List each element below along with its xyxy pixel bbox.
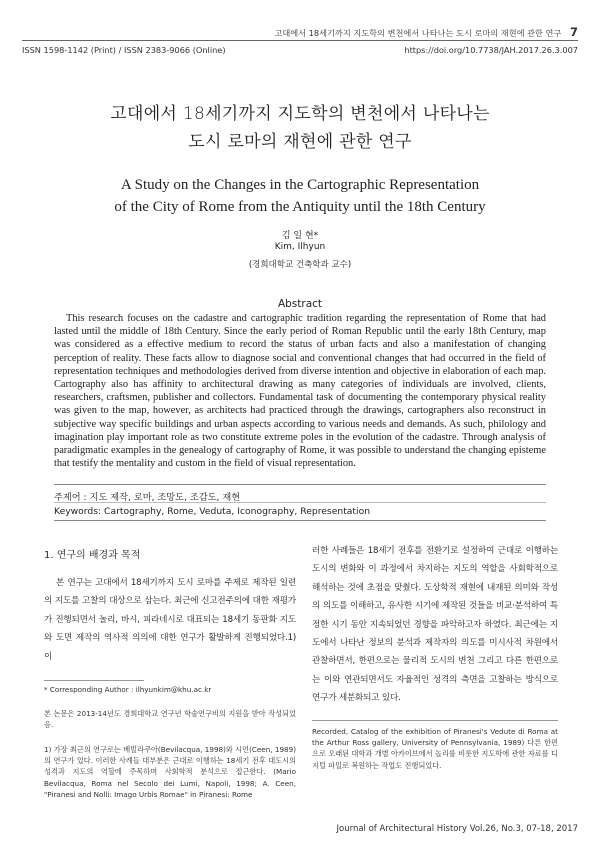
body-right-paragraph: 러한 사례들은 18세기 전후를 전환기로 설정하여 근대로 이행하는 도시의 변화와 이 과정에서 차지하는 지도의 역할을 사회학적으로 해석하는 것에 초점을 맞췄다. 도상학적 재현에 내재된 의미와 작성의 의도를 이해하고, 유사한 시기에 제작된 것들을 비교·분석하여 특정한 시기 동안 지속되었던 경향을 파악하고자 하였다. 최근에는 지도에서 나타난 정보의 분석과 제작자의 의도를 미시사적 차원에서 관찰하면서, 한편으로는 물리적 도시의 변천 그리고 다른 한편으로는 이와 연관되면서도 자율적인 성격의 측면을 고찰하는 방식으로 연구가 세분화되고 있다. <box>312 546 558 704</box>
footnote-1-continued: Recorded, Catalog of the exhibition of Piranesi's Vedute di Roma at the Arthur Ross gallery, University of Pennsylvania, 1989) 다른 한편으로 오래된 대학과 개별 아카이브에서 놀리를 비롯한 지도학에 관한 자료를 디지털 파일로 복원하는 작업도 진행되었다. <box>312 727 558 770</box>
english-title-line1: A Study on the Changes in the Cartographic Representation <box>120 177 480 193</box>
keywords-korean <box>54 489 240 503</box>
running-title: 고대에서 18세기까지 지도학의 변천에서 나타나는 도시 로마의 재현에 관한 연구 <box>274 28 562 38</box>
page-number: 7 <box>569 25 578 39</box>
doi-link[interactable]: https://doi.org/10.7738/JAH.2017.26.3.007 <box>404 45 578 55</box>
keywords-korean-label: 주제어 : <box>54 492 87 503</box>
journal-footer: Journal of Architectural History Vol.26, No.3, 07-18, 2017 <box>336 824 578 834</box>
keywords-bottom-rule <box>54 520 546 521</box>
english-title-line2: of the City of Rome from the Antiquity until the 18th Century <box>114 199 486 215</box>
author-affiliation: (경희대학교 건축학과 교수) <box>248 260 352 270</box>
body-left-paragraph: 본 연구는 고대에서 18세기까지 도시 로마를 주제로 제작된 일련의 지도를 고찰의 대상으로 삼는다. 최근에 신고전주의에 대한 재평가가 진행되면서 놀리, 바시, 피라네시로 대표되는 18세기 동판화 지도와 도면 제작의 역사적 의의에 대한 연구가 활발하게 진행되었다.1) 이 <box>44 578 296 662</box>
keywords-top-rule <box>54 484 546 485</box>
keywords-english <box>54 506 370 517</box>
korean-title-line1: 고대에서 18세기까지 지도학의 변천에서 나타나는 <box>110 104 490 124</box>
korean-title <box>0 100 600 156</box>
footnote-rule <box>44 680 144 681</box>
keywords-korean-terms: 지도 제작, 로마, 조망도, 조감도, 재현 <box>89 492 241 503</box>
section-title: 1. 연구의 배경과 목적 <box>44 550 141 561</box>
keywords-english-label: Keywords: <box>54 506 102 517</box>
footnote-1: 1) 가장 최근의 연구로는 베빌라쿠아(Bevilacqua, 1998)와 시언(Ceen, 1989)의 연구가 있다. 이러한 사례들 대부분은 근대로 이행하는 18세기 전후 대도시의 성격과 지도의 역할에 주목하며 사회학적 분석으로 접근한다. (Mario Bevilacqua, Roma nel Secolo dei Lumi, Napoli, 1998; A. Ceen, "Piranesi and Nolli: Imago Urbis Romae" in Piranesi: Rome <box>44 745 296 799</box>
corresponding-author-note: * Corresponding Author : ilhyunkim@khu.ac.kr <box>44 685 212 694</box>
author-name-ko: 김 일 현* <box>281 231 319 241</box>
abstract-text: This research focuses on the cadastre and cartographic tradition regarding the representation of Rome that had lasted until the middle of 18th Century. Since the early period of Roman Republic until the early 18th Century, map was considered as a effective medium to record the status of urban facts and also a manifestation of changing perception of reality. These facts allow to diagnose social and conventional changes that had occurred in the field of representation techniques and methodologies derived from diverse intention and objective in elaboration of each map. Cartography also has affinity to architectural drawing as many categories of individuals are involved, clients, researchers, craftsmen, publisher and collectors. Fundamental task of documenting the contemporary physical reality was given to the map, however, as architects had practiced through the drawings, cartographers also reconstruct in subjective way specific buildings and urban aspects according to various needs and demands. As such, philology and imagination play important role as two constitute extreme poles in the evolution of the cadastre. Through analysis of paradigmatic examples in the genealogy of cartography of Rome, it was possible to understand the changing episteme that testify the mentality and custom in the field of visual representation. <box>54 313 546 470</box>
english-title <box>0 174 600 218</box>
abstract-heading: Abstract <box>277 298 323 310</box>
footnote-continuation-rule <box>312 720 558 721</box>
header-rule <box>22 40 578 41</box>
keywords-english-terms: Cartography, Rome, Veduta, Iconography, Representation <box>104 506 371 517</box>
running-header <box>274 25 578 39</box>
korean-title-line2: 도시 로마의 재현에 관한 연구 <box>188 132 412 152</box>
funding-note: 본 논문은 2013-14년도 경희대학교 연구년 학술연구비의 지원을 받아 작성되었음. <box>44 709 296 730</box>
author-name-en: Kim, Ilhyun <box>274 242 326 252</box>
issn: ISSN 1598-1142 (Print) / ISSN 2383-9066 (Online) <box>22 45 226 55</box>
keywords-mid-rule <box>54 502 546 503</box>
